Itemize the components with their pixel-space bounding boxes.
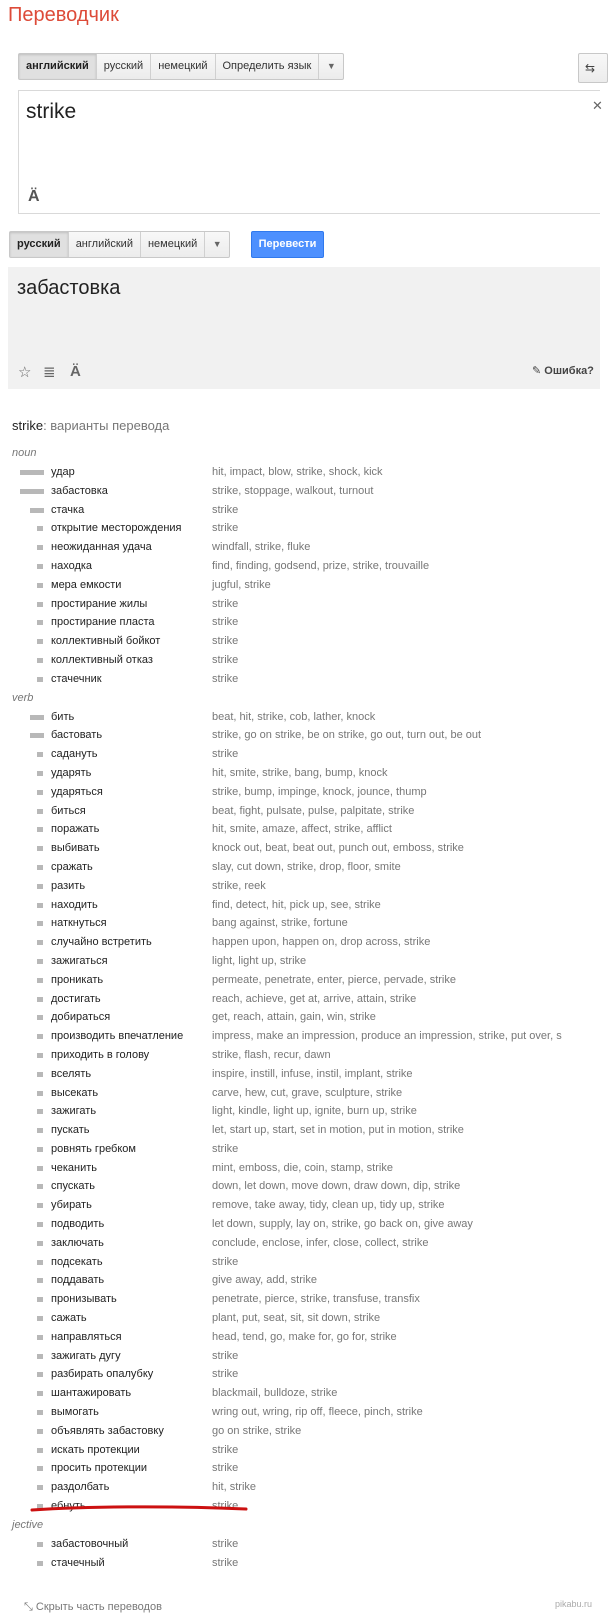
dictionary-entry bbox=[0, 839, 600, 858]
target-lang-english[interactable]: английский bbox=[69, 232, 141, 257]
dictionary-heading-suffix: : варианты перевода bbox=[43, 418, 170, 433]
entry-synonyms: strike bbox=[212, 1142, 239, 1155]
entry-word[interactable]: ударяться bbox=[51, 785, 103, 798]
entry-word[interactable]: сражать bbox=[51, 860, 93, 873]
entry-word[interactable]: зажигаться bbox=[51, 954, 108, 967]
entry-synonyms: hit, strike bbox=[212, 1481, 257, 1494]
dictionary-entry bbox=[0, 726, 600, 745]
entry-word[interactable]: ударять bbox=[51, 766, 92, 779]
frequency-bar bbox=[37, 1109, 43, 1114]
entry-synonyms: strike bbox=[212, 672, 239, 685]
entry-word[interactable]: искать протекции bbox=[51, 1443, 140, 1456]
entry-synonyms: strike bbox=[212, 1443, 239, 1456]
entry-synonyms: beat, hit, strike, cob, lather, knock bbox=[212, 710, 376, 723]
frequency-bar bbox=[37, 1354, 43, 1359]
entry-word[interactable]: разить bbox=[51, 879, 86, 892]
frequency-bar bbox=[37, 1147, 43, 1152]
entry-synonyms: light, light up, strike bbox=[212, 954, 307, 967]
frequency-bar bbox=[37, 564, 43, 569]
entry-word[interactable]: приходить в голову bbox=[51, 1048, 150, 1061]
dictionary-entry bbox=[0, 1215, 600, 1234]
entry-word[interactable]: мера емкости bbox=[51, 578, 122, 591]
frequency-bar bbox=[37, 884, 43, 889]
entry-synonyms: strike, reek bbox=[212, 879, 266, 892]
entry-synonyms: strike bbox=[212, 1349, 239, 1362]
entry-word[interactable]: садануть bbox=[51, 748, 98, 761]
translation-text: забастовка bbox=[17, 277, 121, 299]
entry-word[interactable]: коллективный бойкот bbox=[51, 635, 161, 648]
app-title: Переводчик bbox=[8, 4, 119, 26]
entry-synonyms: down, let down, move down, draw down, dip, strike bbox=[212, 1180, 461, 1193]
entry-synonyms: let, start up, start, set in motion, put in motion, strike bbox=[212, 1124, 464, 1137]
entry-synonyms: strike bbox=[212, 1556, 239, 1569]
dictionary-entry bbox=[0, 1271, 600, 1290]
dictionary-entry bbox=[0, 1328, 600, 1347]
frequency-bar bbox=[37, 752, 43, 757]
watermark: pikabu.ru bbox=[555, 1599, 593, 1609]
red-underline-annotation bbox=[30, 1504, 250, 1514]
entry-word[interactable]: ровнять гребком bbox=[51, 1142, 136, 1155]
entry-word[interactable]: убирать bbox=[51, 1199, 92, 1212]
part-of-speech-label: jective bbox=[12, 1518, 44, 1531]
entry-word[interactable]: сажать bbox=[51, 1312, 87, 1325]
dictionary-entry bbox=[0, 1459, 600, 1478]
dictionary-entry bbox=[0, 745, 600, 764]
dictionary-word: strike bbox=[12, 418, 44, 433]
entry-word[interactable]: заключать bbox=[51, 1236, 104, 1249]
entry-word[interactable]: проникать bbox=[51, 973, 104, 986]
frequency-bar bbox=[37, 1278, 43, 1283]
dictionary-entry bbox=[0, 1290, 600, 1309]
frequency-bar bbox=[37, 602, 43, 607]
entry-word[interactable]: находить bbox=[51, 898, 98, 911]
frequency-bar bbox=[37, 677, 43, 682]
dictionary-entry bbox=[0, 1046, 600, 1065]
frequency-bar bbox=[37, 639, 43, 644]
dictionary-entry bbox=[0, 858, 600, 877]
entry-word[interactable]: простирание жилы bbox=[51, 597, 148, 610]
entry-word[interactable]: высекать bbox=[51, 1086, 99, 1099]
frequency-bar bbox=[37, 1391, 43, 1396]
frequency-bar bbox=[37, 865, 43, 870]
frequency-bar bbox=[37, 1260, 43, 1265]
hide-translations-link[interactable] bbox=[24, 1601, 162, 1614]
frequency-bar bbox=[37, 1485, 43, 1490]
dictionary-entry bbox=[0, 896, 600, 915]
frequency-bar bbox=[37, 827, 43, 832]
entry-synonyms: inspire, instill, infuse, instil, implant, strike bbox=[212, 1067, 413, 1080]
entry-synonyms: strike, stoppage, walkout, turnout bbox=[212, 484, 374, 497]
dictionary-entry bbox=[0, 914, 600, 933]
entry-word[interactable]: подсекать bbox=[51, 1255, 103, 1268]
entry-synonyms: find, detect, hit, pick up, see, strike bbox=[212, 898, 381, 911]
virtual-keyboard-icon[interactable]: Ä bbox=[28, 188, 40, 205]
dictionary-entry bbox=[0, 971, 600, 990]
part-of-speech-label: noun bbox=[12, 447, 37, 459]
source-lang-german[interactable]: немецкий bbox=[151, 54, 215, 79]
entry-word[interactable]: выбивать bbox=[51, 842, 100, 855]
virtual-keyboard-icon[interactable]: Ä bbox=[70, 363, 81, 380]
entry-word[interactable]: находка bbox=[51, 559, 93, 572]
entry-synonyms: mint, emboss, die, coin, stamp, strike bbox=[212, 1161, 393, 1174]
entry-word[interactable]: забастовка bbox=[51, 484, 108, 497]
dictionary-entry bbox=[0, 1309, 600, 1328]
dictionary-entry bbox=[0, 613, 600, 632]
entry-synonyms: strike bbox=[212, 522, 239, 535]
dictionary-entry bbox=[0, 1253, 600, 1272]
frequency-bar bbox=[37, 1091, 43, 1096]
entry-word[interactable]: стачечник bbox=[51, 672, 102, 685]
frequency-bar bbox=[37, 1222, 43, 1227]
entry-word[interactable]: подводить bbox=[51, 1218, 105, 1231]
dictionary-entry bbox=[0, 670, 600, 689]
entry-word[interactable]: пускать bbox=[51, 1124, 90, 1137]
entry-synonyms: let down, supply, lay on, strike, go back on, give away bbox=[212, 1218, 473, 1231]
frequency-bar bbox=[30, 508, 44, 513]
entry-synonyms: beat, fight, pulsate, pulse, palpitate, strike bbox=[212, 804, 415, 817]
dictionary-entry bbox=[0, 764, 600, 783]
frequency-bar bbox=[37, 1466, 43, 1471]
frequency-bar bbox=[37, 526, 43, 531]
dictionary-entry bbox=[0, 1347, 600, 1366]
target-language-bar bbox=[9, 231, 230, 258]
source-lang-english[interactable]: английский bbox=[19, 54, 97, 79]
frequency-bar bbox=[37, 978, 43, 983]
frequency-bar bbox=[37, 1410, 43, 1415]
report-error-link[interactable] bbox=[532, 364, 594, 377]
dictionary-entry bbox=[0, 1554, 600, 1573]
frequency-bar bbox=[37, 940, 43, 945]
hide-translations-label: Скрыть часть переводов bbox=[35, 1601, 162, 1613]
dictionary-entry bbox=[0, 1065, 600, 1084]
frequency-bar bbox=[37, 1015, 43, 1020]
frequency-bar bbox=[37, 1335, 43, 1340]
frequency-bar bbox=[37, 1429, 43, 1434]
frequency-bar bbox=[37, 1448, 43, 1453]
part-of-speech-label: verb bbox=[12, 691, 34, 704]
dictionary-entry bbox=[0, 1140, 600, 1159]
frequency-bar bbox=[30, 733, 44, 738]
dictionary-entry bbox=[0, 1535, 600, 1554]
entry-word[interactable]: вселять bbox=[51, 1067, 92, 1080]
dictionary-entry bbox=[0, 1159, 600, 1178]
dictionary-entry bbox=[0, 1084, 600, 1103]
dictionary-entry bbox=[0, 519, 600, 538]
entry-word[interactable]: неожиданная удача bbox=[51, 541, 152, 554]
dictionary-entry bbox=[0, 1384, 600, 1403]
frequency-bar bbox=[37, 903, 43, 908]
frequency-bar bbox=[37, 583, 43, 588]
entry-word[interactable]: объявлять забастовку bbox=[51, 1424, 164, 1437]
entry-synonyms: wring out, wring, rip off, fleece, pinch, strike bbox=[212, 1406, 423, 1419]
frequency-bar bbox=[20, 470, 44, 475]
entry-synonyms: knock out, beat, beat out, punch out, emboss, strike bbox=[212, 842, 464, 855]
entry-word[interactable]: зажигать bbox=[51, 1105, 97, 1118]
entry-synonyms: remove, take away, tidy, clean up, tidy up, strike bbox=[212, 1199, 445, 1212]
entry-synonyms: head, tend, go, make for, go for, strike bbox=[212, 1330, 397, 1343]
dictionary-entry bbox=[0, 708, 600, 727]
entry-synonyms: strike bbox=[212, 635, 239, 648]
entry-synonyms: plant, put, seat, sit, sit down, strike bbox=[212, 1312, 381, 1325]
entry-synonyms: reach, achieve, get at, arrive, attain, strike bbox=[212, 992, 417, 1005]
dictionary-entry bbox=[0, 651, 600, 670]
dictionary-entry bbox=[0, 877, 600, 896]
dictionary-heading bbox=[12, 418, 169, 433]
entry-synonyms: give away, add, strike bbox=[212, 1274, 317, 1287]
entry-word[interactable]: бить bbox=[51, 710, 75, 723]
frequency-bar bbox=[37, 1128, 43, 1133]
frequency-bar bbox=[37, 921, 43, 926]
entry-synonyms: carve, hew, cut, grave, sculpture, strike bbox=[212, 1086, 403, 1099]
entry-synonyms: strike, bump, impinge, knock, jounce, thump bbox=[212, 785, 427, 798]
entry-word[interactable]: шантажировать bbox=[51, 1387, 132, 1400]
swap-languages-icon[interactable]: ⇆ bbox=[578, 53, 608, 83]
entry-word[interactable]: добираться bbox=[51, 1011, 111, 1024]
entry-synonyms: strike bbox=[212, 1368, 239, 1381]
entry-synonyms: hit, smite, amaze, affect, strike, afflict bbox=[212, 823, 392, 836]
dictionary-entry bbox=[0, 557, 600, 576]
entry-word[interactable]: биться bbox=[51, 804, 86, 817]
entry-word[interactable]: стачка bbox=[51, 503, 85, 516]
source-lang-russian[interactable]: русский bbox=[97, 54, 151, 79]
entry-synonyms: strike bbox=[212, 653, 239, 666]
source-input[interactable] bbox=[18, 90, 600, 214]
dictionary-entry bbox=[0, 1478, 600, 1497]
entry-synonyms: happen upon, happen on, drop across, strike bbox=[212, 936, 431, 949]
dictionary-list bbox=[0, 444, 600, 1572]
entry-word[interactable]: спускать bbox=[51, 1180, 96, 1193]
entry-synonyms: jugful, strike bbox=[212, 578, 271, 591]
entry-synonyms: go on strike, strike bbox=[212, 1424, 302, 1437]
source-text[interactable]: strike bbox=[26, 100, 77, 123]
entry-synonyms: get, reach, attain, gain, win, strike bbox=[212, 1011, 376, 1024]
chevron-down-icon[interactable]: ▼ bbox=[326, 61, 336, 71]
detect-language-button[interactable]: Определить язык bbox=[216, 54, 320, 79]
translate-button[interactable]: Перевести bbox=[251, 231, 324, 258]
dictionary-entry bbox=[0, 1177, 600, 1196]
entry-synonyms: light, kindle, light up, ignite, burn up, strike bbox=[212, 1105, 417, 1118]
frequency-bar bbox=[37, 1203, 43, 1208]
entry-word[interactable]: чеканить bbox=[51, 1161, 98, 1174]
pencil-icon: ✎ bbox=[532, 365, 542, 377]
dictionary-entry bbox=[0, 501, 600, 520]
entry-synonyms: bang against, strike, fortune bbox=[212, 917, 348, 930]
entry-word[interactable]: направляться bbox=[51, 1330, 122, 1343]
entry-word[interactable]: случайно встретить bbox=[51, 936, 152, 949]
entry-synonyms: strike, go on strike, be on strike, go out, turn out, be out bbox=[212, 729, 482, 742]
dictionary-entry bbox=[0, 632, 600, 651]
entry-synonyms: penetrate, pierce, strike, transfuse, transfix bbox=[212, 1293, 420, 1306]
dictionary-entry bbox=[0, 952, 600, 971]
frequency-bar bbox=[37, 959, 43, 964]
close-icon[interactable]: ✕ bbox=[592, 98, 603, 113]
dictionary-entry bbox=[0, 595, 600, 614]
star-icon[interactable]: ☆ bbox=[18, 364, 32, 381]
frequency-bar bbox=[37, 1561, 43, 1566]
entry-synonyms: hit, smite, strike, bang, bump, knock bbox=[212, 766, 388, 779]
frequency-bar bbox=[37, 545, 43, 550]
frequency-bar bbox=[37, 620, 43, 625]
frequency-bar bbox=[20, 489, 44, 494]
report-error-label: Ошибка? bbox=[544, 365, 594, 377]
frequency-bar bbox=[37, 1372, 43, 1377]
dictionary-entry bbox=[0, 933, 600, 952]
entry-word[interactable]: разбирать опалубку bbox=[51, 1368, 154, 1381]
dictionary-entry bbox=[0, 1234, 600, 1253]
entry-synonyms: strike bbox=[212, 1500, 239, 1513]
entry-synonyms: strike, flash, recur, dawn bbox=[212, 1048, 331, 1061]
dictionary-entry bbox=[0, 1403, 600, 1422]
entry-word[interactable]: пронизывать bbox=[51, 1293, 117, 1306]
dictionary-entry bbox=[0, 820, 600, 839]
entry-synonyms: impress, make an impression, produce an impression, strike, put over, s bbox=[212, 1030, 562, 1043]
frequency-bar bbox=[37, 1316, 43, 1321]
frequency-bar bbox=[37, 1166, 43, 1171]
dictionary-entry bbox=[0, 1365, 600, 1384]
entry-word[interactable]: поражать bbox=[51, 823, 100, 836]
entry-synonyms: strike bbox=[212, 1537, 239, 1550]
frequency-bar bbox=[37, 1542, 43, 1547]
entry-synonyms: strike bbox=[212, 1255, 239, 1268]
frequency-bar bbox=[37, 846, 43, 851]
entry-synonyms: strike bbox=[212, 748, 239, 761]
entry-word[interactable]: ебнуть bbox=[51, 1500, 86, 1513]
entry-synonyms: strike bbox=[212, 1462, 239, 1475]
dictionary-entry bbox=[0, 990, 600, 1009]
dictionary-entry bbox=[0, 1027, 600, 1046]
frequency-bar bbox=[37, 1184, 43, 1189]
frequency-bar bbox=[37, 790, 43, 795]
entry-synonyms: hit, impact, blow, strike, shock, kick bbox=[212, 466, 383, 478]
dictionary-entry bbox=[0, 463, 600, 482]
entry-synonyms: windfall, strike, fluke bbox=[212, 541, 311, 554]
frequency-bar bbox=[30, 715, 44, 720]
frequency-bar bbox=[37, 1072, 43, 1077]
chevron-down-icon[interactable]: ▼ bbox=[212, 239, 222, 249]
dictionary-entry bbox=[0, 576, 600, 595]
frequency-bar bbox=[37, 1297, 43, 1302]
dictionary-entry bbox=[0, 1441, 600, 1460]
entry-synonyms: strike bbox=[212, 597, 239, 610]
entry-synonyms: strike bbox=[212, 503, 239, 516]
collapse-icon: ⤡ bbox=[24, 1601, 33, 1613]
entry-synonyms: permeate, penetrate, enter, pierce, pervade, strike bbox=[212, 973, 456, 986]
entry-word[interactable]: просить протекции bbox=[51, 1462, 148, 1475]
entry-word[interactable]: достигать bbox=[51, 992, 101, 1005]
entry-word[interactable]: стачечный bbox=[51, 1556, 105, 1569]
entry-synonyms: conclude, enclose, infer, close, collect, strike bbox=[212, 1236, 429, 1249]
entry-word[interactable]: забастовочный bbox=[51, 1537, 129, 1550]
entry-word[interactable]: наткнуться bbox=[51, 917, 107, 930]
entry-word[interactable]: коллективный отказ bbox=[51, 653, 153, 666]
dictionary-entry bbox=[0, 1196, 600, 1215]
target-lang-russian[interactable]: русский bbox=[10, 232, 69, 257]
entry-word[interactable]: зажигать дугу bbox=[51, 1349, 121, 1362]
dictionary-entry bbox=[0, 1008, 600, 1027]
entry-word[interactable]: удар bbox=[51, 466, 75, 478]
entry-synonyms: blackmail, bulldoze, strike bbox=[212, 1387, 338, 1400]
entry-word[interactable]: поддавать bbox=[51, 1274, 105, 1287]
dictionary-entry bbox=[0, 538, 600, 557]
entry-word[interactable]: раздолбать bbox=[51, 1481, 110, 1494]
frequency-bar bbox=[37, 771, 43, 776]
dictionary-entry bbox=[0, 783, 600, 802]
entry-synonyms: find, finding, godsend, prize, strike, trouvaille bbox=[212, 559, 430, 572]
frequency-bar bbox=[37, 809, 43, 814]
entry-synonyms: strike bbox=[212, 616, 239, 629]
entry-word[interactable]: бастовать bbox=[51, 729, 103, 742]
entry-word[interactable]: вымогать bbox=[51, 1406, 99, 1419]
frequency-bar bbox=[37, 658, 43, 663]
dictionary-entry bbox=[0, 482, 600, 501]
frequency-bar bbox=[37, 1053, 43, 1058]
entry-synonyms: slay, cut down, strike, drop, floor, smite bbox=[212, 860, 401, 873]
entry-word[interactable]: простирание пласта bbox=[51, 616, 155, 629]
entry-word[interactable]: открытие месторождения bbox=[51, 522, 182, 535]
target-lang-german[interactable]: немецкий bbox=[141, 232, 205, 257]
entry-word[interactable]: производить впечатление bbox=[51, 1030, 184, 1043]
dictionary-entry bbox=[0, 802, 600, 821]
copy-icon[interactable]: ≣ bbox=[43, 364, 56, 381]
dictionary-entry bbox=[0, 1422, 600, 1441]
dictionary-entry bbox=[0, 1121, 600, 1140]
frequency-bar bbox=[37, 1034, 43, 1039]
frequency-bar bbox=[37, 1241, 43, 1246]
source-language-bar bbox=[18, 53, 344, 80]
dictionary-entry bbox=[0, 1102, 600, 1121]
frequency-bar bbox=[37, 997, 43, 1002]
